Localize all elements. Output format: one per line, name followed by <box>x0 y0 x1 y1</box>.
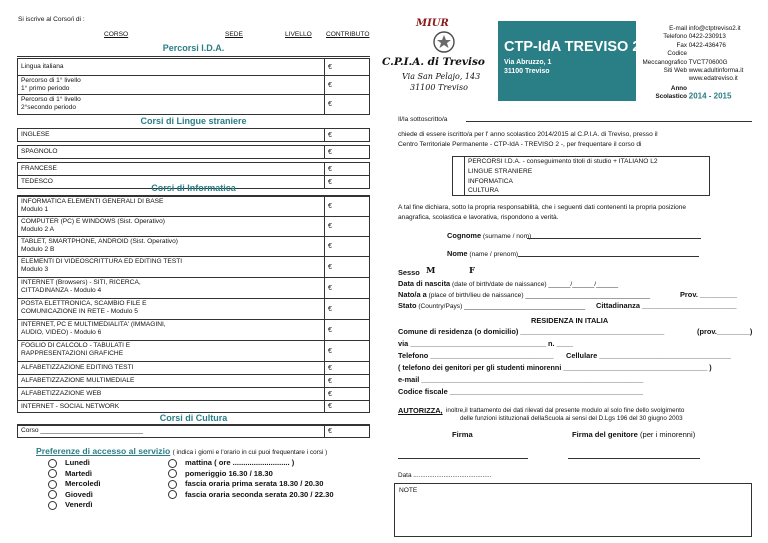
contact-row: E-mail info@ctptreviso2.it <box>669 25 741 32</box>
info-row[interactable]: INTERNET - SOCIAL NETWORK € <box>17 400 370 413</box>
sesso-f-option[interactable]: F <box>469 266 476 276</box>
ida-row[interactable]: Percorso di 1° livello 1° primo periodo € <box>17 75 370 95</box>
contact-row: Fax 0422-436476 <box>676 41 726 49</box>
lingue-row[interactable]: FRANCESE € <box>17 162 370 176</box>
comune-prov-field[interactable]: (prov.________) <box>697 327 753 336</box>
comune-field[interactable]: Comune di residenza (o domicilio) ___________________________________ <box>398 327 665 336</box>
firma-genitore-field[interactable] <box>568 458 700 459</box>
dichiara-text-1: A tal fine dichiara, sotto la propria responsabilità, che i seguenti dati contenenti la propria posizione <box>398 204 687 211</box>
lingue-row[interactable]: TEDESCO € <box>17 175 370 189</box>
dichiara-text-2: anagrafica, scolastica e lavorativa, rispondono a verità. <box>398 214 559 221</box>
info-row[interactable]: INFORMATICA ELEMENTI GENERALI DI BASE Modulo 1 € <box>17 196 370 217</box>
stato-row[interactable]: Stato (Country/Pays) _________________________________ <box>398 301 586 310</box>
section-cultura-title: Corsi di Cultura <box>17 413 370 425</box>
contact-row: Meccanografico TVCT70600G <box>642 58 728 66</box>
via-field[interactable]: via _________________________________ n. ____ <box>398 339 574 348</box>
autorizza-label: AUTORIZZA, <box>398 406 443 415</box>
contact-row: Telefono 0422-230913 <box>663 33 726 41</box>
contact-row: Codice <box>667 50 687 58</box>
info-row[interactable]: FOGLIO DI CALCOLO - TABULATI E RAPPRESENTAZIONI GRAFICHE € <box>17 340 370 362</box>
anno-row: Anno Scolastico 2014 - 2015 <box>655 84 732 101</box>
logo-block <box>382 16 500 104</box>
info-row[interactable]: ALFABETIZZAZIONE MULTIMEDIALE € <box>17 374 370 388</box>
nome-label: Nome (name / prenom) <box>447 249 519 258</box>
cpia-name: C.P.I.A. di Treviso <box>382 56 485 68</box>
col-header-contributo: CONTRIBUTO <box>326 31 370 38</box>
col-header-corso: CORSO <box>104 31 129 38</box>
email-link[interactable]: info@ctptreviso2.it <box>688 25 741 32</box>
cittadinanza-field[interactable]: Cittadinanza _______________________ <box>596 301 737 310</box>
course-option[interactable]: CULTURA <box>468 187 499 194</box>
header-note: Si iscrive al Corso/i di : <box>18 16 85 23</box>
col-header-livello: LIVELLO <box>285 31 312 38</box>
nato-row[interactable]: Nato/a a (place of birth/lieu de naissance) __________________________________ <box>398 290 651 299</box>
contact-row <box>640 75 766 83</box>
course-option[interactable]: PERCORSI I.D.A. - conseguimento titoli di studio + ITALIANO L2 <box>468 158 658 165</box>
nascita-row[interactable]: Data di nascita (date of birth/date de naissance) ______/______/______ <box>398 279 619 288</box>
info-row[interactable]: INTERNET (Browsers) - SITI, RICERCA, CITTADINANZA - Modulo 4 € <box>17 277 370 299</box>
note-box[interactable] <box>394 483 752 537</box>
info-row[interactable]: COMPUTER (PC) E WINDOWS (Sist. Operativo) Modulo 2 A € <box>17 216 370 237</box>
info-row[interactable]: POSTA ELETTRONICA, SCAMBIO FILE E COMUNICAZIONE IN RETE - Modulo 5 € <box>17 298 370 320</box>
day-option[interactable]: Martedì <box>48 469 100 480</box>
miur-label: MIUR <box>416 18 449 29</box>
course-option[interactable]: INFORMATICA <box>468 178 513 185</box>
banner-city: 31100 Treviso <box>504 68 550 75</box>
autorizza-text-2: delle funzioni istituzionali dellaScuola ai sensi del D.Lgs 196 del 30 giugno 2003 <box>460 415 683 422</box>
time-option[interactable]: mattina ( ore ........................... ) <box>168 458 334 469</box>
sesso-m-option[interactable]: M <box>426 266 436 276</box>
contacts-block <box>640 25 766 102</box>
section-ida-title: Percorsi I.D.A. <box>17 43 370 56</box>
info-row[interactable]: TABLET, SMARTPHONE, ANDROID (Sist. Operativo) Modulo 2 B € <box>17 236 370 257</box>
section-informatica-title: Corsi di Informatica <box>17 183 370 195</box>
cognome-field[interactable] <box>527 238 701 239</box>
times-list <box>168 458 334 500</box>
lingue-row[interactable]: INGLESE € <box>17 128 370 142</box>
days-list <box>48 458 100 511</box>
codice-fiscale-field[interactable]: Codice fiscale _______________________________________________ <box>398 387 643 396</box>
banner-street: Via Abruzzo, 1 <box>504 59 552 66</box>
ida-row[interactable]: Lingua italiana € <box>17 58 370 76</box>
time-option[interactable]: fascia oraria seconda serata 20.30 / 22.30 <box>168 490 334 501</box>
course-box <box>464 156 710 196</box>
info-row[interactable]: INTERNET, PC E MULTIMEDIALITA' (IMMAGINI, AUDIO, VIDEO) - Modulo 6 € <box>17 319 370 341</box>
info-row[interactable]: ALFABETIZZAZIONE WEB € <box>17 387 370 401</box>
residenza-title: RESIDENZA IN ITALIA <box>531 316 609 325</box>
preferences-title: Preferenze di accesso al servizio ( indica i giorni e l'orario in cui puoi frequentare i corsi ) <box>36 446 328 456</box>
time-option[interactable]: pomeriggio 16.30 / 18.30 <box>168 469 334 480</box>
course-option[interactable]: LINGUE STRANIERE <box>468 168 533 175</box>
ida-row[interactable]: Percorso di 1° livello 2°secondo periodo € <box>17 94 370 115</box>
info-row[interactable]: ELEMENTI DI VIDEOSCRITTURA ED EDITING TESTI Modulo 3 € <box>17 256 370 278</box>
firma-label: Firma <box>452 430 473 439</box>
website-link[interactable]: www.adultinforma.it <box>688 67 744 75</box>
website-link[interactable]: www.edatreviso.it <box>688 75 738 83</box>
tel-genitori-field[interactable]: ( telefono dei genitori per gli studenti minorenni ____________________________________ ) <box>398 363 712 372</box>
day-option[interactable]: Giovedì <box>48 490 100 501</box>
firma-genitore-label: Firma del genitore (per i minorenni) <box>572 430 696 439</box>
logo-city: 31100 Treviso <box>410 83 468 92</box>
cultura-row[interactable]: Corso ____________________________ € <box>17 424 370 438</box>
logo-address: Via San Pelajo, 143 <box>402 72 481 81</box>
contact-row: Siti Web www.adultinforma.it <box>663 67 744 75</box>
day-option[interactable]: Lunedì <box>48 458 100 469</box>
emblem-icon <box>432 30 456 54</box>
banner-title: CTP-IdA TREVISO 2 <box>504 39 641 55</box>
cellulare-field[interactable]: Cellulare ________________________________ <box>566 351 731 360</box>
section-lingue-title: Corsi di Lingue straniere <box>17 116 370 128</box>
day-option[interactable]: Venerdì <box>48 500 100 511</box>
email-field[interactable]: e-mail ______________________________________________________ <box>398 375 644 384</box>
chiede-text-1: chiede di essere iscritto/a per l' anno scolastico 2014/2015 al C.P.I.A. di Treviso, presso il <box>398 131 658 138</box>
sottoscritto-label: Il/la sottoscritto/a <box>398 116 448 123</box>
col-header-sede: SEDE <box>225 31 243 38</box>
chiede-text-2: Centro Territoriale Permanente - CTP-IdA - TREVISO 2 -, per frequentare il corso di <box>398 141 642 148</box>
nome-field[interactable] <box>518 256 699 257</box>
prov-field[interactable]: Prov. _________ <box>680 290 737 299</box>
firma-field[interactable] <box>398 458 528 459</box>
sesso-label: Sesso <box>398 268 420 277</box>
info-row[interactable]: ALFABETIZZAZIONE EDITING TESTI € <box>17 361 370 375</box>
time-option[interactable]: fascia oraria prima serata 18.30 / 20.30 <box>168 479 334 490</box>
sottoscritto-field[interactable] <box>466 121 752 122</box>
note-label: NOTE <box>399 487 418 494</box>
course-checkboxes[interactable] <box>452 156 464 196</box>
autorizza-text-1: inoltre,il trattamento dei dati rilevati dal presente modulo al solo fine dello svolgimento <box>446 407 685 414</box>
school-banner <box>498 21 641 101</box>
lingue-row[interactable]: SPAGNOLO € <box>17 145 370 159</box>
telefono-field[interactable]: Telefono ______________________________ <box>398 351 554 360</box>
data-field[interactable]: Data ............................................ <box>398 472 492 479</box>
day-option[interactable]: Mercoledì <box>48 479 100 490</box>
cognome-label: Cognome (surname / nom) <box>447 231 532 240</box>
